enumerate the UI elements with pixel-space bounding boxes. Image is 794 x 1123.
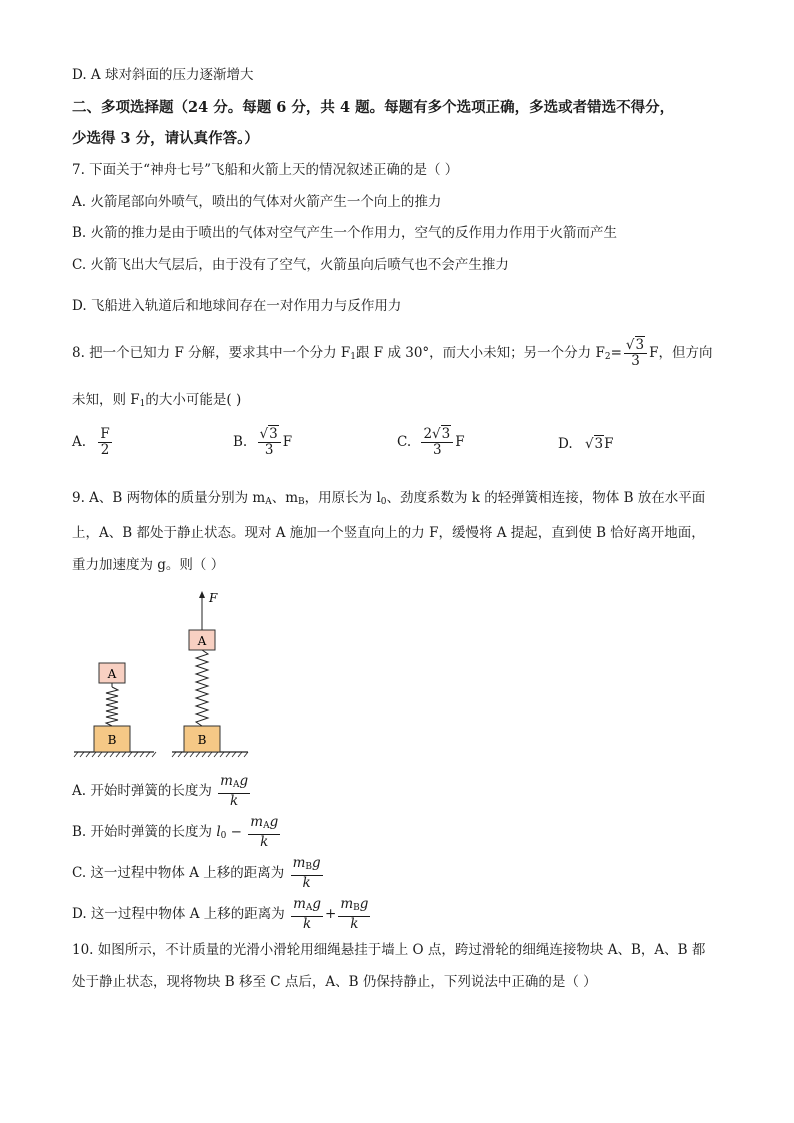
block-b-right-label: B	[197, 733, 207, 747]
q7-option-a: A. 火箭尾部向外喷气，喷出的气体对火箭产生一个向上的推力	[72, 194, 442, 210]
q8-stem: 8. 把一个已知力 F 分解，要求其中一个分力 $F_1$跟 F 成 30°，而大小未知；另一个分力 $F_2=$ $\frac{√3}{3}$ F，但方向	[72, 337, 713, 369]
section-2-header-line1: 二、多项选择题（24 分。每题 6 分，共 4 题。每题有多个选项正确，多选或者错选不得分，	[72, 99, 675, 116]
q9-line3: 重力加速度为 g。则（ ）	[72, 557, 225, 573]
block-a-right-label: A	[197, 634, 207, 648]
q9-option-d: D. 这一过程中物体 A 上移的距离为 $\frac{m_Ag}{k}$ + $\frac{m_Bg}{k}$	[72, 896, 369, 932]
block-a-left-label: A	[107, 667, 117, 681]
force-label: F	[209, 591, 218, 605]
q7-stem: 7. 下面关于“神舟七号”飞船和火箭上天的情况叙述正确的是（ ）	[72, 162, 459, 178]
block-b-left-label: B	[107, 733, 117, 747]
q7-option-c: C. 火箭飞出大气层后，由于没有了空气，火箭虽向后喷气也不会产生推力	[72, 257, 509, 273]
q7-option-d: D. 飞船进入轨道后和地球间存在一对作用力与反作用力	[72, 298, 402, 314]
q8-option-d: D. √3F	[558, 436, 614, 452]
q10-line2: 处于静止状态，现将物块 B 移至 C 点后，A、B 仍保持静止，下列说法中正确的是（ ）	[72, 974, 597, 990]
q9-line1: 9. A、B 两物体的质量分别为 $m_A$、$m_B$，用原长为 $l_0$、劲度系数为 k 的轻弹簧相连接，物体 B 放在水平面	[72, 490, 706, 507]
q6-option-d: D. A 球对斜面的压力逐渐增大	[72, 67, 254, 83]
spring-left	[106, 687, 118, 726]
q10-line1: 10. 如图所示，不计质量的光滑小滑轮用细绳悬挂于墙上 O 点，跨过滑轮的细绳连接物块 A、B，A、B 都	[72, 942, 706, 958]
q8-stem-line2: 未知，则 $F_1$的大小可能是( )	[72, 392, 242, 409]
q9-line2: 上，A、B 都处于静止状态。现对 A 施加一个竖直向上的力 F，缓慢将 A 提起，直到使 B 恰好离开地面，	[72, 525, 705, 541]
q8-option-c: C. $\frac{2√3}{3}$ F	[397, 426, 465, 458]
q8-option-b: B. $\frac{√3}{3}$ F	[233, 426, 293, 458]
spring-right	[196, 650, 208, 726]
q9-option-b: B. 开始时弹簧的长度为 $l_0$ − $\frac{m_Ag}{k}$	[72, 814, 279, 850]
q8-option-a: A. $\frac{F}{2}$	[72, 426, 110, 458]
q9-option-a: A. 开始时弹簧的长度为 $\frac{m_Ag}{k}$	[72, 773, 249, 809]
section-2-header-line2: 少选得 3 分，请认真作答。）	[72, 130, 259, 147]
q9-option-c: C. 这一过程中物体 A 上移的距离为 $\frac{m_Bg}{k}$	[72, 855, 321, 891]
q9-spring-figure	[70, 585, 260, 760]
q7-option-b: B. 火箭的推力是由于喷出的气体对空气产生一个作用力，空气的反作用力作用于火箭而产生	[72, 225, 618, 241]
